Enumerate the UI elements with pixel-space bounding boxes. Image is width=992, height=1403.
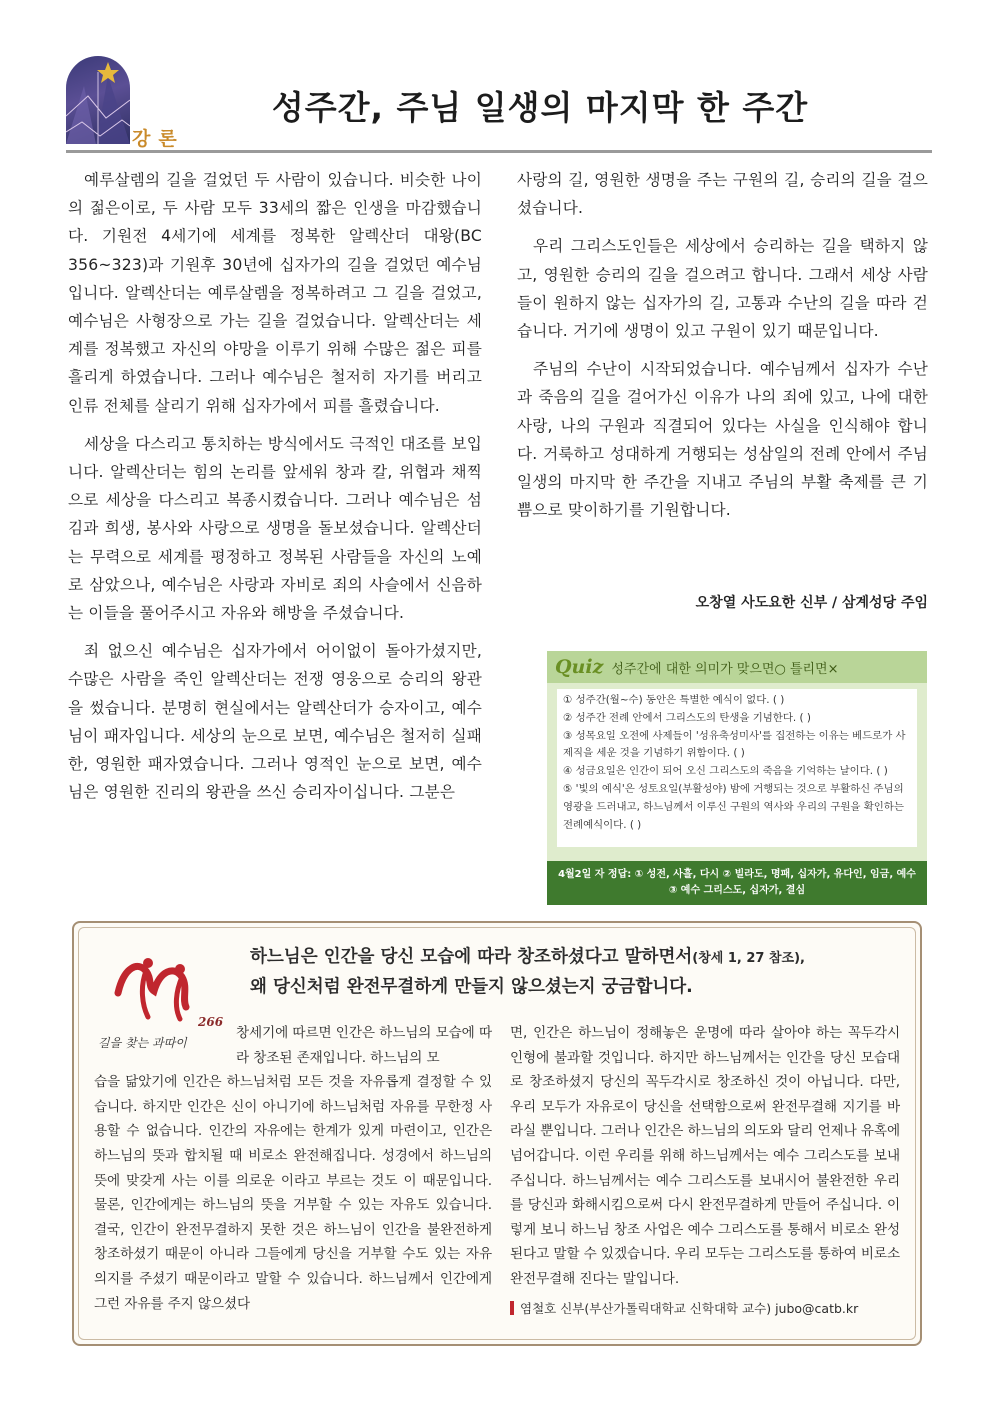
qa-column-box bbox=[72, 921, 922, 1346]
article-right-column bbox=[517, 166, 928, 534]
article-paragraph: 세상을 다스리고 통치하는 방식에서도 극적인 대조를 보입니다. 알렉산더는 힘의 논리를 앞세워 창과 칼, 위협과 채찍으로 세상을 다스리고 복종시켰습니다. 그러나 예수님은 섬김과 희생, 봉사와 사랑으로 생명을 돌보셨습니다. 알렉산더는 무력으로 세계를 평정하고 정복된 사람들을 자신의 노예로 삼았으나, 예수님은 사랑과 자비로 죄의 사슬에서 신음하는 이들을 풀어주시고 자유와 해방을 주셨습니다. bbox=[68, 434, 482, 623]
quiz-answer-line: ③ 예수 그리스도, 십자가, 결심 bbox=[668, 885, 806, 896]
article-left-column bbox=[68, 166, 482, 816]
column-title-ref: (창세 1, 27 참조), bbox=[692, 951, 805, 966]
quiz-label: Quiz bbox=[555, 656, 604, 678]
column-author-text: 염철호 신부(부산가톨릭대학교 신학대학 교수) jubo@catb.kr bbox=[520, 1301, 859, 1316]
title-divider bbox=[66, 150, 932, 153]
article-paragraph: 사랑의 길, 영원한 생명을 주는 구원의 길, 승리의 길을 걸으셨습니다. bbox=[517, 171, 928, 218]
column-lead-text: 창세기에 따르면 인간은 하느님의 모습에 따라 창조된 존재입니다. 하느님의 모 bbox=[236, 1025, 492, 1066]
column-title-line: 왜 당신처럼 완전무결하게 만들지 않으셨는지 궁금합니다. bbox=[250, 977, 693, 997]
article-paragraph: 예루살렘의 길을 걸었던 두 사람이 있습니다. 비슷한 나이의 젊은이로, 두 사람 모두 33세의 짧은 인생을 마감했습니다. 기원전 4세기에 세계를 정복한 알렉산더 대왕(BC 356~323)과 기원후 30년에 십자가의 길을 걸었던 예수님입니다. 알렉산더는 예루살렘을 정복하려고 그 길을 걸었고, 예수님은 사형장으로 가는 길을 걸었습니다. 알렉산더는 세계를 정복했고 자신의 야망을 이루기 위해 수많은 젊은 피를 흘리게 하였습니다. 그러나 예수님은 철저히 자기를 버리고 인류 전체를 살리기 위해 십자가에서 피를 흘렸습니다. bbox=[68, 171, 482, 415]
author-marker bbox=[510, 1301, 514, 1315]
column-left-text bbox=[94, 1021, 492, 1316]
column-title bbox=[250, 943, 900, 1001]
page-title: 성주간, 주님 일생의 마지막 한 주간 bbox=[271, 88, 809, 127]
article-byline: 오창열 사도요한 신부 / 삼계성당 주임 bbox=[695, 595, 928, 611]
quiz-item: ② 성주간 전례 안에서 그리스도의 탄생을 기념한다. ( ) bbox=[563, 711, 811, 724]
column-number: 266 bbox=[198, 1015, 224, 1029]
quiz-box bbox=[547, 651, 927, 905]
quiz-question: 성주간에 대한 의미가 맞으면○ 틀리면× bbox=[611, 661, 839, 677]
quiz-answer-line: 4월2일 자 정답: ① 성전, 사흘, 다시 ② 빌라도, 명패, 십자가, 유다인, 임금, 예수 bbox=[558, 869, 916, 880]
article-paragraph: 주님의 수난이 시작되었습니다. 예수님께서 십자가 수난과 죽음의 길을 걸어가신 이유가 나의 죄에 있고, 나에 대한 사랑, 나의 구원과 직결되어 있다는 사실을 인식해야 합니다. 거룩하고 성대하게 거행되는 성삼일의 전례 안에서 주님 일생의 마지막 한 주간을 지내고 주님의 부활 축제를 큰 기쁨으로 맞이하기를 기원합니다. bbox=[517, 360, 928, 520]
column-logo-text: 길을 찾는 과따이 bbox=[98, 1036, 187, 1050]
quiz-item: ④ 성금요일은 인간이 되어 오신 그리스도의 죽음을 기억하는 날이다. ( ) bbox=[563, 765, 888, 778]
column-author bbox=[510, 1299, 900, 1317]
quiz-header bbox=[547, 651, 927, 683]
quiz-item: ① 성주간(월~수) 동안은 특별한 예식이 없다. ( ) bbox=[563, 694, 785, 706]
section-logo-stained-glass bbox=[66, 56, 130, 144]
section-tag: 강론 bbox=[132, 128, 185, 150]
quiz-answers bbox=[547, 861, 927, 905]
quiz-items bbox=[557, 689, 917, 847]
article-paragraph: 죄 없으신 예수님은 십자가에서 어이없이 돌아가셨지만, 수많은 사람을 죽인 알렉산더는 전쟁 영웅으로 승리의 왕관을 썼습니다. 분명히 현실에서는 알렉산더가 승자이고, 예수님이 패자입니다. 세상의 눈으로 보면, 예수님은 철저히 실패한, 영원한 패자였습니다. 그러나 영적인 눈으로 보면, 예수님은 영원한 진리의 왕관을 쓰신 승리자이십니다. 그분은 bbox=[68, 642, 482, 802]
column-body-text: 습을 닮았기에 인간은 하느님처럼 모든 것을 자유롭게 결정할 수 있습니다. 하지만 인간은 신이 아니기에 하느님처럼 자유를 무한정 사용할 수 없습니다. 인간의 자유에는 한계가 있게 마련이고, 인간은 하느님의 뜻과 합치될 때 비로소 완전해집니다. 성경에서 하느님의 뜻에 맞갖게 사는 이를 의로운 이라고 부르는 것도 이 때문입니다. 물론, 인간에게는 하느님의 뜻을 거부할 수 있는 자유도 있습니다. 결국, 인간이 완전무결하지 못한 것은 하느님이 인간을 불완전하게 창조하셨기 때문이 아니라 그들에게 당신을 거부할 수도 있는 자유 의지를 주셨기 때문이라고 말할 수 있습니다. 하느님께서 인간에게 그런 자유를 주지 않으셨다 bbox=[94, 1074, 492, 1312]
article-paragraph: 우리 그리스도인들은 세상에서 승리하는 길을 택하지 않고, 영원한 승리의 길을 걸으려고 합니다. 그래서 세상 사람들이 원하지 않는 십자가의 길, 고통과 수난의 길을 따라 걷습니다. 거기에 생명이 있고 구원이 있기 때문입니다. bbox=[517, 237, 928, 341]
column-right-text: 면, 인간은 하느님이 정해놓은 운명에 따라 살아야 하는 꼭두각시 인형에 불과할 것입니다. 하지만 하느님께서는 인간을 당신 모습대로 창조하셨지 당신의 꼭두각시로 창조하신 것이 아닙니다. 다만, 우리 모두가 자유로이 당신을 선택함으로써 완전무결해 지기를 바라실 뿐입니다. 그러나 인간은 하느님의 의도와 달리 언제나 유혹에 넘어갑니다. 이런 우리를 위해 하느님께서는 예수 그리스도를 보내주십니다. 하느님께서는 예수 그리스도를 보내시어 불완전한 우리를 당신과 화해시킴으로써 다시 완전무결하게 만들어 주십니다. 이렇게 보니 하느님 창조 사업은 예수 그리스도를 통해서 비로소 완성된다고 말할 수 있겠습니다. 우리 모두는 그리스도를 통하여 비로소 완전무결해 진다는 말입니다. bbox=[510, 1025, 900, 1287]
quiz-item: ③ 성목요일 오전에 사제들이 '성유축성미사'를 집전하는 이유는 베드로가 사제직을 세운 것을 기념하기 위함이다. ( ) bbox=[563, 729, 906, 760]
quiz-item: ⑤ '빛의 예식'은 성토요일(부활성야) 밤에 거행되는 것으로 부활하신 주님의 영광을 드러내고, 하느님께서 이루신 구원의 역사와 우리의 구원을 확인하는 전례예식이다. ( ) bbox=[563, 782, 904, 831]
column-title-line: 하느님은 인간을 당신 모습에 따라 창조하셨다고 말하면서 bbox=[250, 947, 693, 967]
